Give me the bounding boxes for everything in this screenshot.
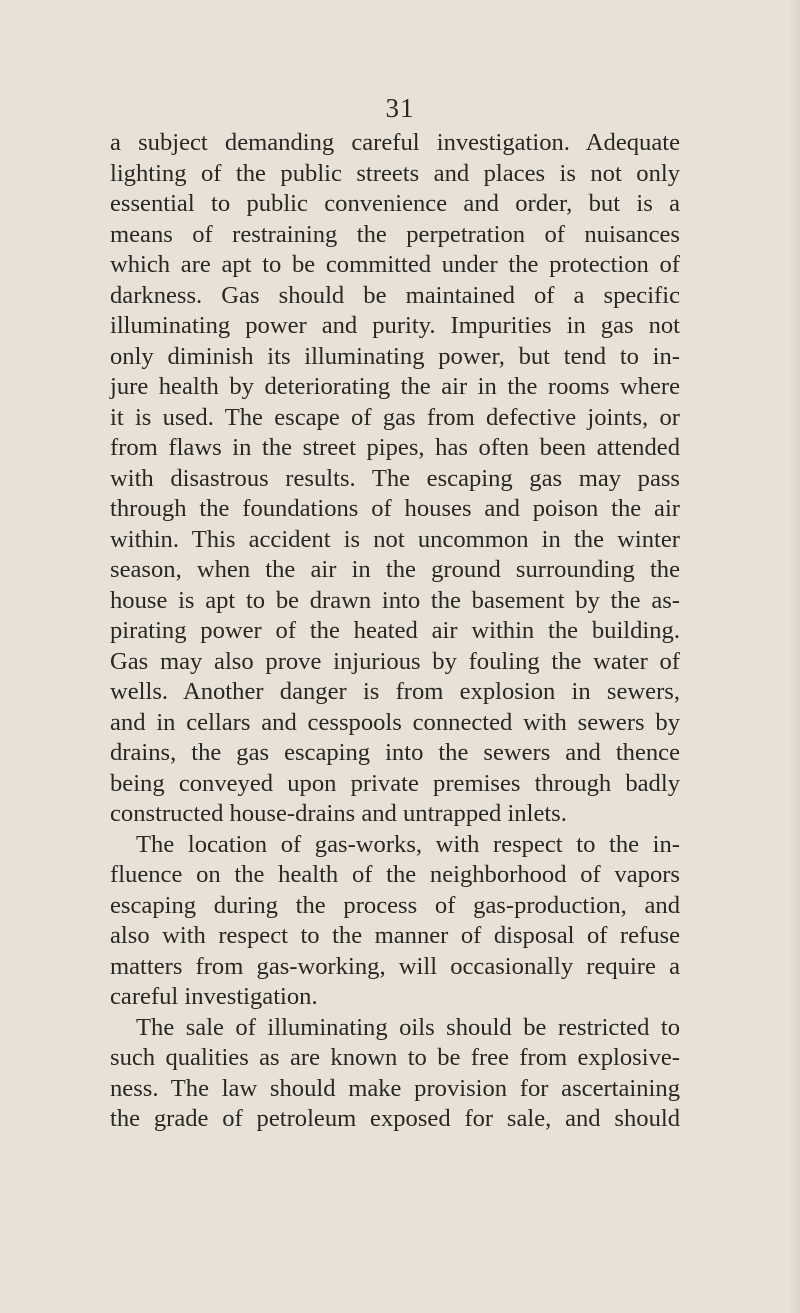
text-line: constructed house-drains and untrapped inlets. xyxy=(110,800,567,827)
text-line: through the foundations of houses and poison the air xyxy=(110,495,680,522)
text-line: being conveyed upon private premises through badly xyxy=(110,769,680,797)
text-line: fluence on the health of the neighborhood of vapors xyxy=(110,861,680,888)
text-line: careful investigation. xyxy=(110,983,318,1010)
text-line: lighting of the public streets and places is not only xyxy=(110,159,680,187)
text-line: it is used. The escape of gas from defective joints, or xyxy=(110,403,680,431)
page-edge-shadow xyxy=(788,0,800,1313)
text-line: matters from gas-working, will occasionally require a xyxy=(110,952,680,980)
text-line: illuminating power and purity. Impurities in gas not xyxy=(110,312,680,339)
text-line: such qualities as are known to be free from explosive- xyxy=(110,1044,680,1071)
text-line: The location of gas-works, with respect to the in- xyxy=(136,830,680,858)
text-line: darkness. Gas should be maintained of a specific xyxy=(110,281,680,309)
text-line: a subject demanding careful investigation. Adequate xyxy=(110,129,680,156)
text-line: essential to public convenience and order, but is a xyxy=(110,190,680,217)
text-line: ness. The law should make provision for ascertaining xyxy=(110,1074,680,1102)
text-line: within. This accident is not uncommon in the winter xyxy=(110,525,680,553)
text-line: The sale of illuminating oils should be restricted to xyxy=(136,1013,680,1041)
text-line: escaping during the process of gas-production, and xyxy=(110,891,680,919)
text-line: season, when the air in the ground surrounding the xyxy=(110,556,680,583)
body-text xyxy=(110,128,680,1135)
text-line: house is apt to be drawn into the basement by the as- xyxy=(110,586,680,614)
text-line: with disastrous results. The escaping gas may pass xyxy=(110,464,680,492)
text-line: drains, the gas escaping into the sewers and thence xyxy=(110,739,680,766)
text-line: the grade of petroleum exposed for sale, and should xyxy=(110,1105,680,1132)
text-line: from flaws in the street pipes, has often been attended xyxy=(110,434,680,461)
text-line: and in cellars and cesspools connected with sewers by xyxy=(110,708,680,736)
text-line: wells. Another danger is from explosion in sewers, xyxy=(110,678,680,705)
text-line: which are apt to be committed under the protection of xyxy=(110,251,680,278)
text-line: means of restraining the perpetration of nuisances xyxy=(110,220,680,248)
text-line: only diminish its illuminating power, but tend to in- xyxy=(110,342,680,370)
text-line: jure health by deteriorating the air in the rooms where xyxy=(110,373,680,400)
text-line: Gas may also prove injurious by fouling the water of xyxy=(110,647,680,675)
page-number: 31 xyxy=(385,93,415,123)
text-line: also with respect to the manner of disposal of refuse xyxy=(110,922,680,949)
text-line: pirating power of the heated air within the building. xyxy=(110,617,680,644)
